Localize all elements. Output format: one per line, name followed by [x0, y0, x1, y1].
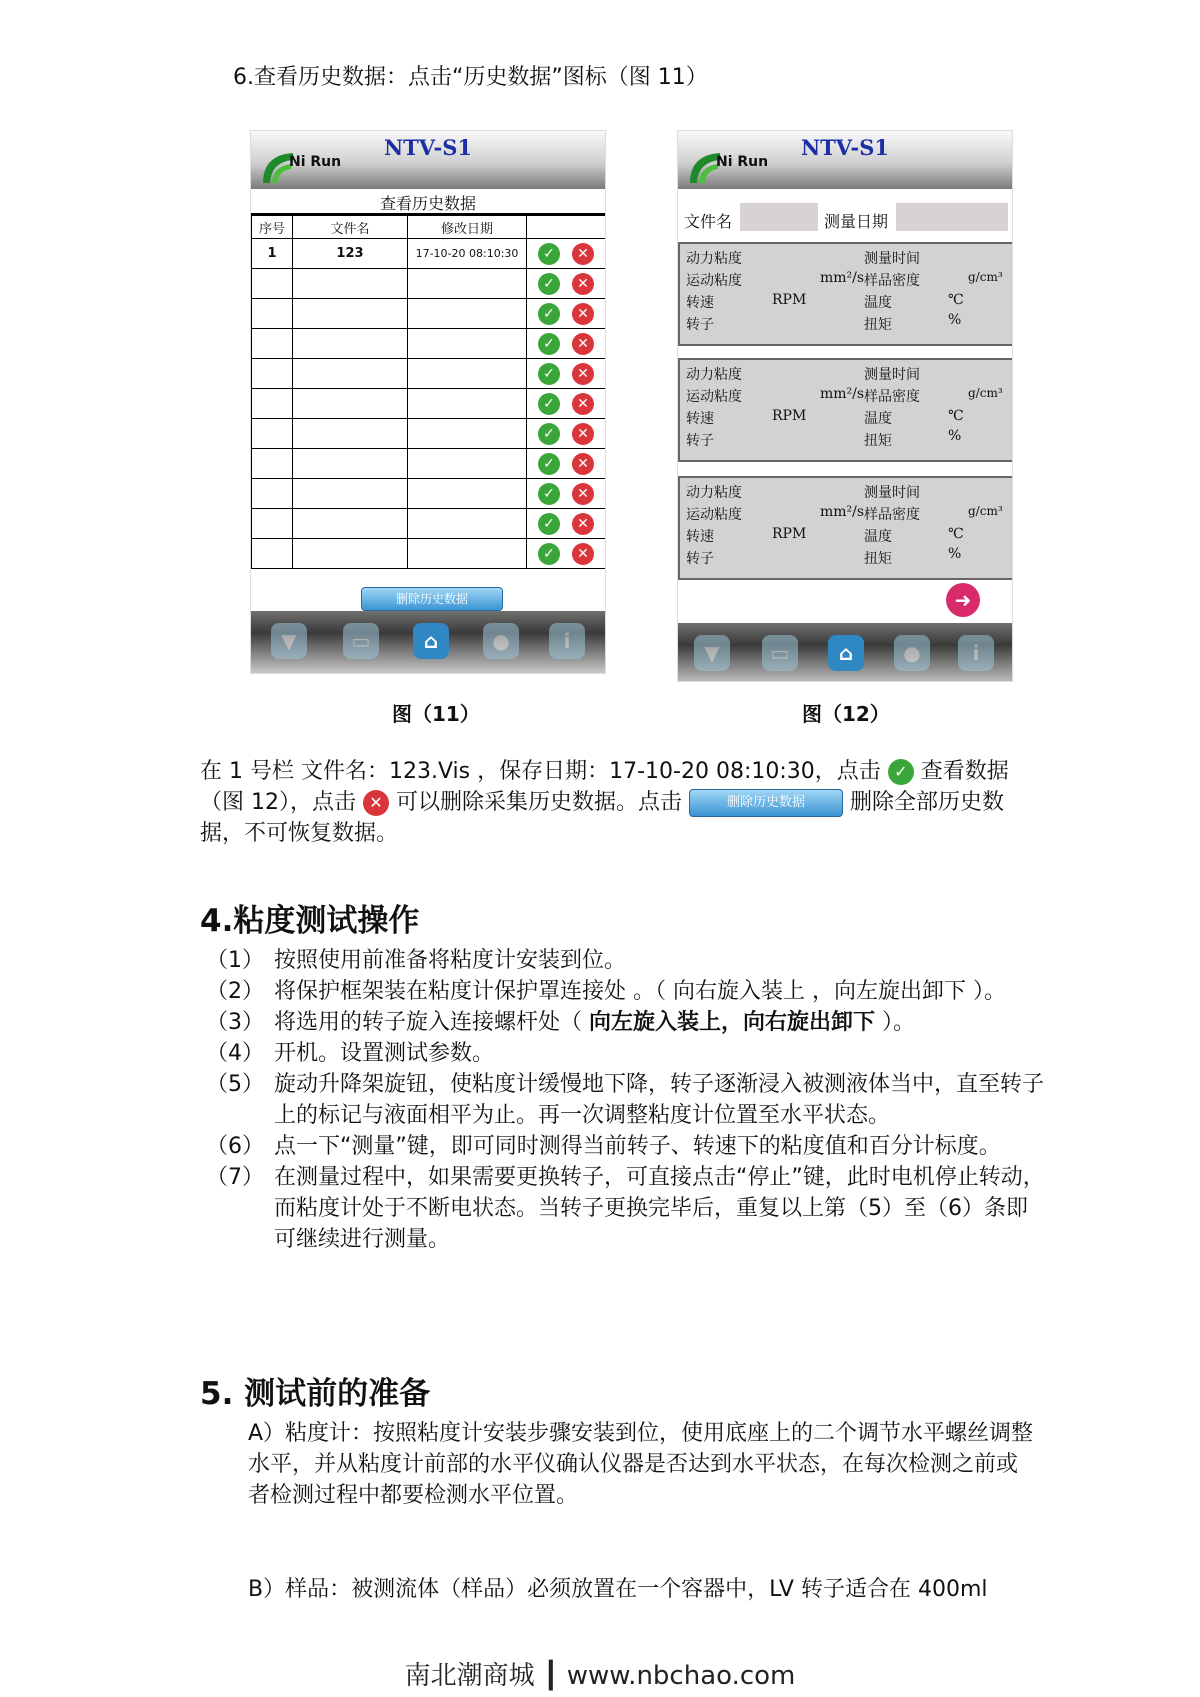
- fig11-caption: 图（11）: [392, 702, 480, 726]
- unit-density: g/cm³: [968, 504, 1003, 518]
- x-icon[interactable]: ✕: [572, 393, 594, 415]
- unit-density: g/cm³: [968, 270, 1003, 284]
- check-icon[interactable]: ✓: [538, 513, 560, 535]
- label-rotor: 转子: [686, 551, 714, 567]
- label-rotor: 转子: [686, 317, 714, 333]
- table-row[interactable]: [252, 479, 606, 509]
- history-title: 查看历史数据: [251, 191, 605, 215]
- unit-torque: %: [948, 312, 962, 328]
- list-item: （4） 开机。设置测试参数。: [206, 1041, 495, 1066]
- label-density: 样品密度: [864, 389, 920, 405]
- label-torque: 扭矩: [864, 317, 892, 333]
- label-torque: 扭矩: [864, 433, 892, 449]
- table-row[interactable]: [252, 239, 606, 269]
- table-row[interactable]: [252, 419, 606, 449]
- table-row[interactable]: [252, 329, 606, 359]
- x-icon[interactable]: ✕: [572, 363, 594, 385]
- date-label: 测量日期: [824, 212, 889, 231]
- list-item: （6） 点一下“测量”键，即可同时测得当前转子、转速下的粘度值和百分计标度。: [206, 1134, 1001, 1159]
- label-torque: 扭矩: [864, 551, 892, 567]
- home-icon[interactable]: ⌂: [828, 635, 864, 671]
- label-speed: 转速: [686, 529, 714, 545]
- unit-kinematic: mm²/s: [820, 386, 865, 402]
- label-dynamic-viscosity: 动力粘度: [686, 367, 742, 383]
- info-icon[interactable]: i: [549, 623, 585, 659]
- monitor-icon[interactable]: ▭: [343, 623, 379, 659]
- table-row[interactable]: [252, 539, 606, 569]
- label-rotor: 转子: [686, 433, 714, 449]
- bottom-nav: [678, 623, 1012, 682]
- check-icon[interactable]: ✓: [538, 243, 560, 265]
- section5-a: A）粘度计：按照粘度计安装步骤安装到位，使用底座上的二个调节水平螺丝调整水平，并从粘度计前部的水平仪确认仪器是否达到水平状态，在每次检测之前或者检测过程中都要检测水平位置。: [248, 1421, 1034, 1508]
- logo-text: Ni Run: [289, 154, 342, 170]
- filename-label: 文件名: [684, 212, 733, 231]
- home-icon[interactable]: ⌂: [413, 623, 449, 659]
- section6-title: 6.查看历史数据：点击“历史数据”图标（图 11）: [233, 65, 708, 90]
- list-item: （2） 将保护框架装在粘度计保护罩连接处 。（ 向右旋入装上 ，向左旋出卸下 ）。: [206, 979, 1006, 1004]
- bottom-nav: [251, 611, 605, 673]
- col-date: 修改日期: [408, 216, 527, 239]
- result-panel: [678, 242, 1013, 346]
- label-kinematic-viscosity: 运动粘度: [686, 389, 742, 405]
- site-footer: 南北潮商城 ┃ www.nbchao.com: [404, 1661, 796, 1691]
- history-detail-screen: [677, 130, 1013, 682]
- check-icon[interactable]: ✓: [538, 453, 560, 475]
- label-dynamic-viscosity: 动力粘度: [686, 485, 742, 501]
- shirt-icon[interactable]: ▼: [694, 635, 730, 671]
- unit-temp: ℃: [948, 408, 964, 424]
- table-row[interactable]: [252, 389, 606, 419]
- check-icon[interactable]: ✓: [538, 543, 560, 565]
- arrow-right-icon[interactable]: ➜: [946, 583, 980, 617]
- table-row[interactable]: [252, 269, 606, 299]
- section5-b: B）样品：被测流体（样品）必须放置在一个容器中，LV 转子适合在 400ml: [248, 1577, 988, 1602]
- result-panel: [678, 476, 1013, 580]
- table-row[interactable]: [252, 299, 606, 329]
- label-speed: 转速: [686, 295, 714, 311]
- table-header: [252, 216, 606, 239]
- x-icon: ✕: [363, 790, 389, 816]
- unit-density: g/cm³: [968, 386, 1003, 400]
- app-title: NTV-S1: [383, 135, 473, 160]
- label-kinematic-viscosity: 运动粘度: [686, 507, 742, 523]
- date-field[interactable]: [896, 203, 1008, 231]
- label-measure-time: 测量时间: [864, 367, 920, 383]
- check-icon: ✓: [888, 759, 914, 785]
- unit-kinematic: mm²/s: [820, 504, 865, 520]
- unit-rpm: RPM: [772, 526, 807, 542]
- col-actions: [527, 216, 606, 239]
- label-temperature: 温度: [864, 295, 892, 311]
- description-paragraph: [200, 756, 1040, 849]
- col-filename: 文件名: [293, 216, 408, 239]
- unit-temp: ℃: [948, 292, 964, 308]
- desc-part1: 在 1 号栏 文件名：123.Vis ，保存日期：17-10-20 08:10:30，点击: [200, 759, 881, 784]
- label-density: 样品密度: [864, 507, 920, 523]
- unit-torque: %: [948, 428, 962, 444]
- check-icon[interactable]: ✓: [538, 393, 560, 415]
- section4-title: 4.粘度测试操作: [200, 903, 420, 939]
- label-measure-time: 测量时间: [864, 251, 920, 267]
- label-density: 样品密度: [864, 273, 920, 289]
- desc-part4: 删除全部历史数据，不可恢复数据。: [200, 790, 1005, 846]
- check-icon[interactable]: ✓: [538, 423, 560, 445]
- section4-list: [206, 945, 1046, 1255]
- row-date: 17-10-20 08:10:30: [408, 239, 527, 269]
- globe-icon[interactable]: ●: [894, 635, 930, 671]
- label-temperature: 温度: [864, 529, 892, 545]
- fig12-caption: 图（12）: [802, 702, 890, 726]
- col-index: 序号: [252, 216, 293, 239]
- history-list-screen: [250, 130, 606, 674]
- logo-text: Ni Run: [716, 154, 769, 170]
- filename-field[interactable]: [740, 203, 818, 231]
- unit-torque: %: [948, 546, 962, 562]
- x-icon[interactable]: ✕: [572, 423, 594, 445]
- x-icon[interactable]: ✕: [572, 333, 594, 355]
- globe-icon[interactable]: ●: [483, 623, 519, 659]
- row-index: 1: [252, 239, 293, 269]
- table-row[interactable]: [252, 509, 606, 539]
- monitor-icon[interactable]: ▭: [762, 635, 798, 671]
- label-measure-time: 测量时间: [864, 485, 920, 501]
- table-row[interactable]: [252, 359, 606, 389]
- list-item: （3） 将选用的转子旋入连接螺杆处（ 向左旋入装上，向右旋出卸下 ）。: [206, 1010, 916, 1035]
- label-speed: 转速: [686, 411, 714, 427]
- label-temperature: 温度: [864, 411, 892, 427]
- info-icon[interactable]: i: [958, 635, 994, 671]
- x-icon[interactable]: ✕: [572, 273, 594, 295]
- x-icon[interactable]: ✕: [572, 303, 594, 325]
- unit-rpm: RPM: [772, 292, 807, 308]
- check-icon[interactable]: ✓: [538, 273, 560, 295]
- result-panel: [678, 358, 1013, 462]
- check-icon[interactable]: ✓: [538, 483, 560, 505]
- label-kinematic-viscosity: 运动粘度: [686, 273, 742, 289]
- check-icon[interactable]: ✓: [538, 333, 560, 355]
- x-icon[interactable]: ✕: [572, 453, 594, 475]
- check-icon[interactable]: ✓: [538, 303, 560, 325]
- delete-history-button-inline: 删除历史数据: [689, 789, 843, 817]
- delete-history-button[interactable]: 删除历史数据: [361, 587, 503, 611]
- x-icon[interactable]: ✕: [572, 513, 594, 535]
- section5-title: 5. 测试前的准备: [200, 1376, 431, 1412]
- row-file: 123: [293, 239, 408, 269]
- unit-kinematic: mm²/s: [820, 270, 865, 286]
- desc-part2: 查看数据（图 12），点击: [200, 759, 1009, 815]
- shirt-icon[interactable]: ▼: [271, 623, 307, 659]
- list-item: （7） 在测量过程中，如果需要更换转子，可直接点击“停止”键，此时电机停止转动，而粘度计处于不断电状态。当转子更换完毕后，重复以上第（5）至（6）条即可继续进行测量。: [206, 1165, 1045, 1252]
- unit-rpm: RPM: [772, 408, 807, 424]
- desc-part3: 可以删除采集历史数据。点击: [396, 790, 689, 815]
- unit-temp: ℃: [948, 526, 964, 542]
- app-header: [251, 131, 605, 189]
- app-header: [678, 131, 1012, 189]
- list-item: （1） 按照使用前准备将粘度计安装到位。: [206, 948, 627, 973]
- x-icon[interactable]: ✕: [572, 243, 594, 265]
- table-row[interactable]: [252, 449, 606, 479]
- app-title: NTV-S1: [800, 135, 890, 160]
- check-icon[interactable]: ✓: [538, 363, 560, 385]
- list-item: （5） 旋动升降架旋钮，使粘度计缓慢地下降，转子逐渐浸入被测液体当中，直至转子上的标记与液面相平为止。再一次调整粘度计位置至水平状态。: [206, 1072, 1045, 1128]
- label-dynamic-viscosity: 动力粘度: [686, 251, 742, 267]
- x-icon[interactable]: ✕: [572, 543, 594, 565]
- history-table: [251, 215, 605, 569]
- x-icon[interactable]: ✕: [572, 483, 594, 505]
